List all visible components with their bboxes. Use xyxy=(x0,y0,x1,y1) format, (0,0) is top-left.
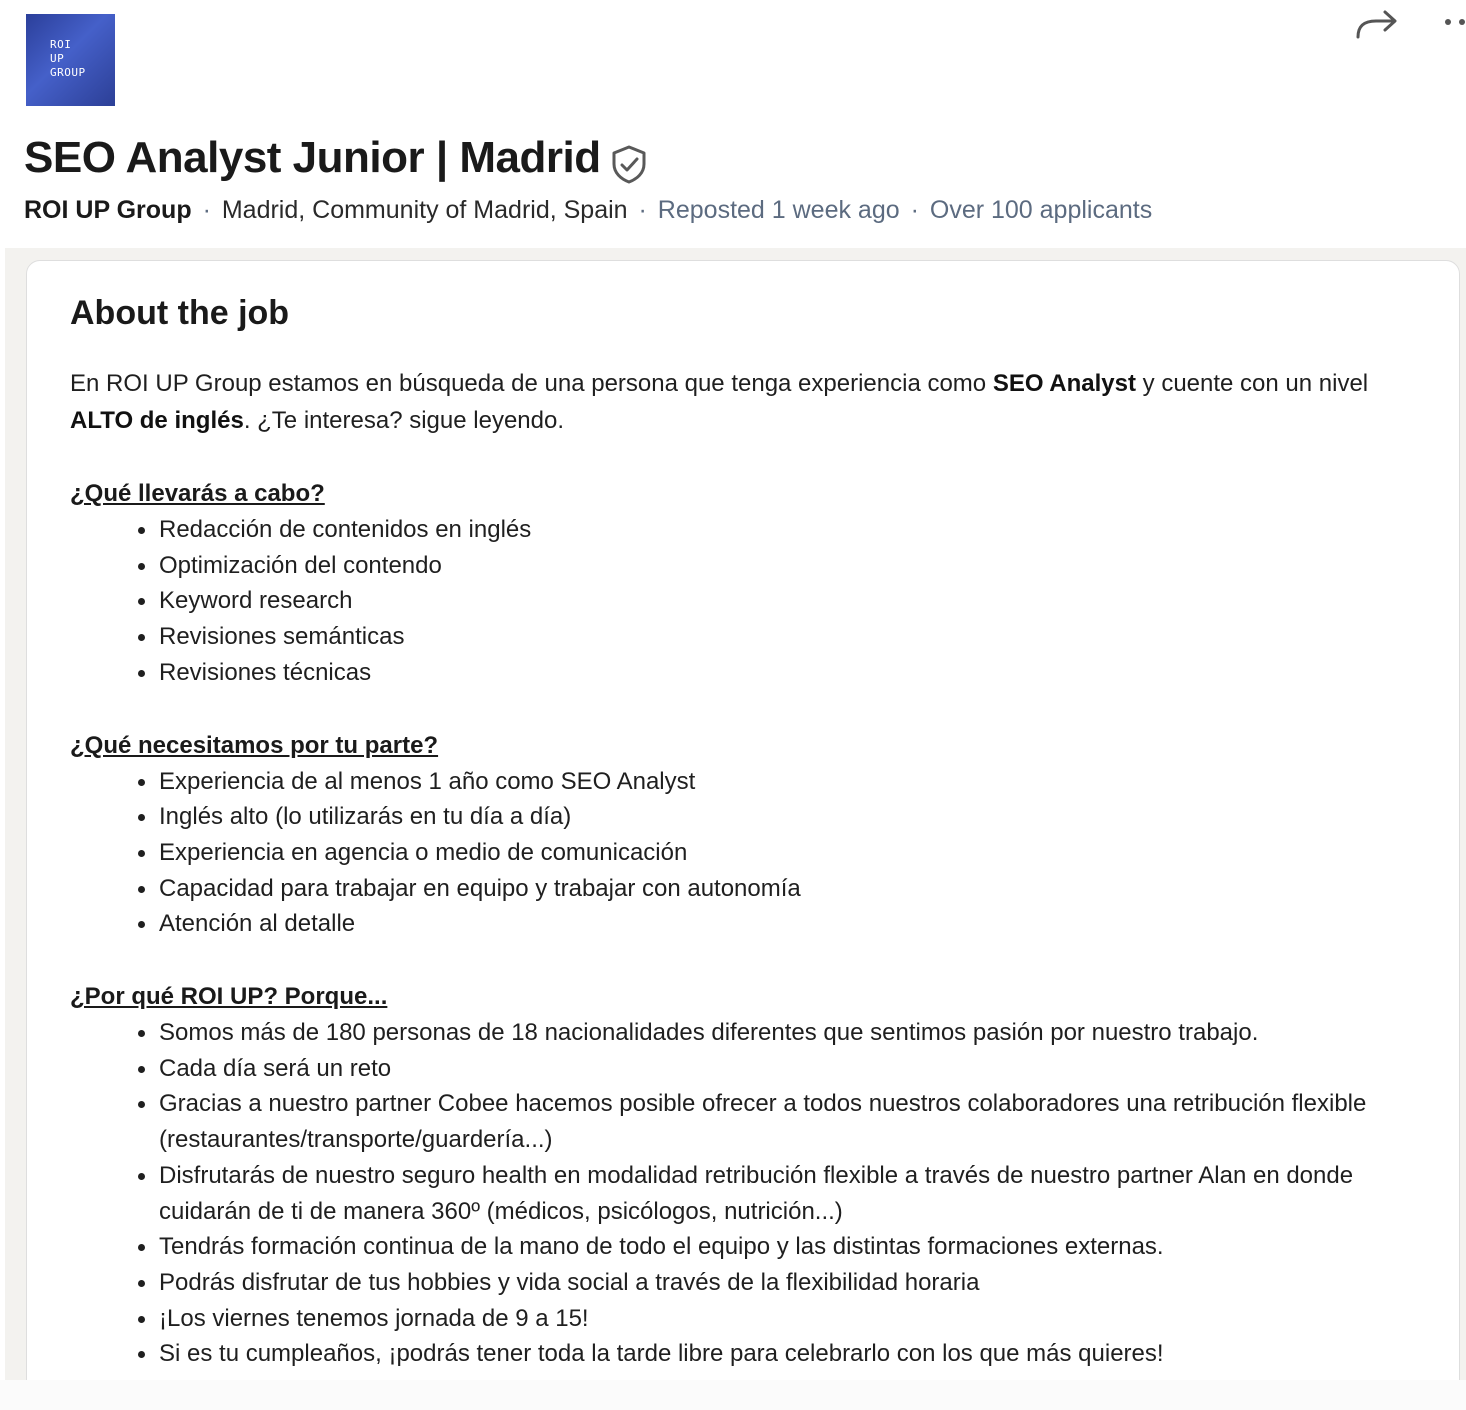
list-item: Keyword research xyxy=(159,583,1410,619)
list-item: Disfrutarás de nuestro seguro health en modalidad retribución flexible a través de nuestro partner Alan en donde cuidarán de ti de manera 360º (médicos, psicólogos, nutrición...) xyxy=(159,1158,1410,1229)
job-header xyxy=(0,0,1466,248)
bullet-list xyxy=(70,764,1410,943)
section-heading: ¿Qué necesitamos por tu parte? xyxy=(70,731,439,759)
about-job-content xyxy=(70,289,1410,1372)
section-heading: ¿Qué llevarás a cabo? xyxy=(70,480,325,507)
intro-text: . ¿Te interesa? sigue leyendo. xyxy=(243,407,565,434)
job-meta-line xyxy=(24,192,1152,228)
reposted-time: Reposted 1 week ago xyxy=(657,196,900,224)
meta-separator: · xyxy=(638,196,647,224)
more-options-icon[interactable] xyxy=(1440,14,1466,30)
job-location: Madrid, Community of Madrid, Spain xyxy=(221,196,628,224)
section-benefits xyxy=(70,979,1410,1372)
list-item: Revisiones semánticas xyxy=(159,619,1410,655)
list-item: Revisiones técnicas xyxy=(159,655,1410,691)
section-requirements xyxy=(70,728,1410,943)
list-item: ¡Los viernes tenemos jornada de 9 a 15! xyxy=(159,1301,1410,1337)
list-item: Redacción de contenidos en inglés xyxy=(159,512,1410,548)
list-item: Podrás disfrutar de tus hobbies y vida social a través de la flexibilidad horaria xyxy=(159,1265,1410,1301)
bullet-list xyxy=(70,512,1410,691)
list-item: Optimización del contendo xyxy=(159,548,1410,584)
intro-text: En ROI UP Group estamos en búsqueda de una persona que tenga experiencia como xyxy=(70,370,993,397)
list-item: Tendrás formación continua de la mano de todo el equipo y las distintas formaciones externas. xyxy=(159,1229,1410,1265)
list-item: Atención al detalle xyxy=(159,906,1410,942)
list-item: Si es tu cumpleaños, ¡podrás tener toda la tarde libre para celebrarlo con los que más quieres! xyxy=(159,1336,1410,1372)
company-name-link[interactable]: ROI UP Group xyxy=(24,196,192,224)
company-logo[interactable] xyxy=(26,14,115,106)
intro-text: y cuente con un nivel xyxy=(1135,370,1369,397)
list-item: Cada día será un reto xyxy=(159,1051,1410,1087)
list-item: Capacidad para trabajar en equipo y trabajar con autonomía xyxy=(159,871,1410,907)
list-item: Experiencia en agencia o medio de comunicación xyxy=(159,835,1410,871)
logo-text-line: GROUP xyxy=(50,66,86,79)
meta-separator: · xyxy=(202,196,211,224)
logo-text-line: ROI xyxy=(50,38,72,51)
about-job-card xyxy=(26,260,1460,1400)
verified-shield-icon[interactable] xyxy=(610,144,648,184)
section-responsibilities xyxy=(70,476,1410,691)
intro-bold-text: ALTO de inglés xyxy=(70,407,244,434)
intro-bold-text: SEO Analyst xyxy=(992,370,1136,397)
bullet-list xyxy=(70,1015,1410,1372)
share-icon[interactable] xyxy=(1352,6,1400,42)
section-heading: ¿Por qué ROI UP? Porque... xyxy=(70,983,388,1011)
meta-separator: · xyxy=(910,196,919,224)
list-item: Gracias a nuestro partner Cobee hacemos posible ofrecer a todos nuestros colaboradores una retribución flexible (restaurantes/transporte/guardería...) xyxy=(159,1086,1410,1157)
job-title: SEO Analyst Junior | Madrid xyxy=(24,133,601,182)
list-item: Inglés alto (lo utilizarás en tu día a día) xyxy=(159,799,1410,835)
applicant-count: Over 100 applicants xyxy=(929,196,1153,224)
list-item: Somos más de 180 personas de 18 nacionalidades diferentes que sentimos pasión por nuestro trabajo. xyxy=(159,1015,1410,1051)
bottom-edge xyxy=(0,1380,1466,1410)
logo-text-line: UP xyxy=(50,52,65,65)
list-item: Experiencia de al menos 1 año como SEO Analyst xyxy=(159,764,1410,800)
about-job-title: About the job xyxy=(70,294,290,332)
job-intro-paragraph xyxy=(70,365,1410,439)
